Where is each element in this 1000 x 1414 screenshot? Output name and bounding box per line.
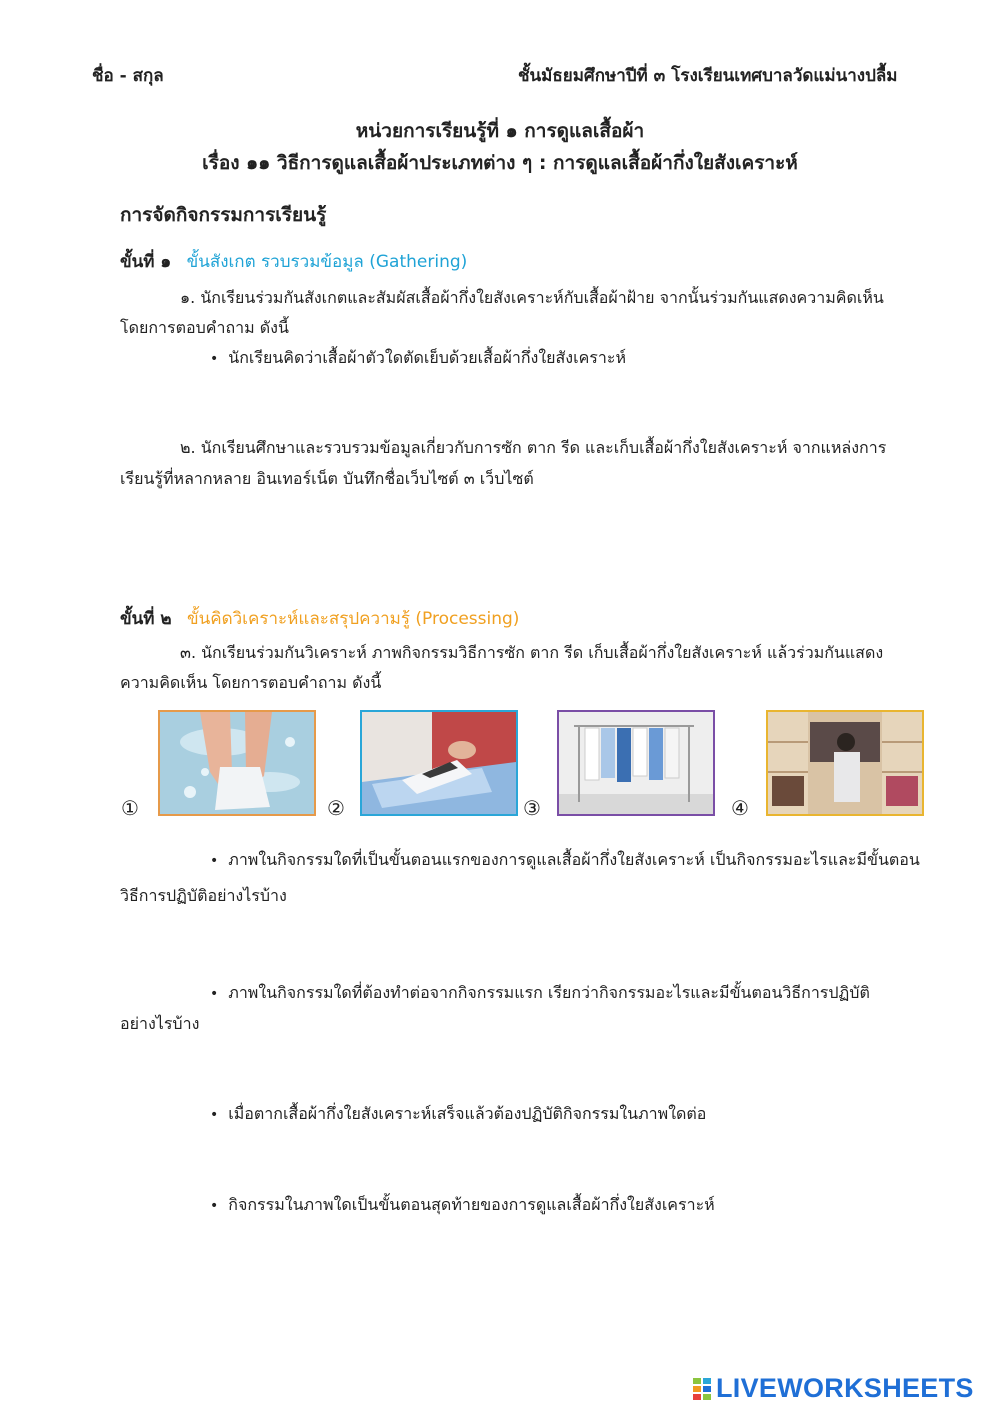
image-number-4: ④ <box>731 796 749 820</box>
logo-blocks-icon <box>692 1377 712 1401</box>
question2-line1: • ภาพในกิจกรรมใดที่ต้องทำต่อจากกิจกรรมแรก เรียกว่ากิจกรรมอะไรและมีขั้นตอนวิธีการปฏิบัติ <box>210 981 870 1006</box>
item3-line1: ๓. นักเรียนร่วมกันวิเคราะห์ ภาพกิจกรรมวิธีการซัก ตาก รีด เก็บเสื้อผ้ากึ่งใยสังเคราะห์ แล้วร่วมกันแสดง <box>180 643 884 662</box>
item1-bullet: • นักเรียนคิดว่าเสื้อผ้าตัวใดตัดเย็บด้วยเสื้อผ้ากึ่งใยสังเคราะห์ <box>210 346 626 371</box>
item1-line2: โดยการตอบคำถาม ดังนี้ <box>120 318 289 337</box>
unit-title: หน่วยการเรียนรู้ที่ ๑ การดูแลเสื้อผ้า <box>355 120 645 142</box>
question4: • กิจกรรมในภาพใดเป็นขั้นตอนสุดท้ายของการดูแลเสื้อผ้ากึ่งใยสังเคราะห์ <box>210 1193 715 1218</box>
step1-label: ขั้นที่ ๑ <box>120 252 172 272</box>
closet-photo <box>766 710 924 816</box>
item3-line2: ความคิดเห็น โดยการตอบคำถาม ดังนี้ <box>120 673 382 692</box>
question1-line1: • ภาพในกิจกรรมใดที่เป็นขั้นตอนแรกของการดูแลเสื้อผ้ากึ่งใยสังเคราะห์ เป็นกิจกรรมอะไรและมีขั้นตอน <box>210 848 920 873</box>
image-number-3: ③ <box>523 796 541 820</box>
liveworksheets-logo <box>692 1373 974 1404</box>
step1-heading <box>120 248 467 275</box>
logo-text: LIVEWORKSHEETS <box>716 1373 974 1403</box>
image-number-2: ② <box>327 796 345 820</box>
question3: • เมื่อตากเสื้อผ้ากึ่งใยสังเคราะห์เสร็จแล้วต้องปฏิบัติกิจกรรมในภาพใดต่อ <box>210 1102 706 1127</box>
item2-line2: เรียนรู้ที่หลากหลาย อินเทอร์เน็ต บันทึกชื่อเว็บไซต์ ๓ เว็บไซต์ <box>120 469 534 488</box>
section-heading: การจัดกิจกรรมการเรียนรู้ <box>120 204 327 226</box>
item2-line1: ๒. นักเรียนศึกษาและรวบรวมข้อมูลเกี่ยวกับการซัก ตาก รีด และเก็บเสื้อผ้ากึ่งใยสังเคราะห์ จากแหล่งการ <box>180 438 887 457</box>
image-number-1: ① <box>121 796 139 820</box>
step2-title: ขั้นคิดวิเคราะห์และสรุปความรู้ (Processing) <box>186 609 520 629</box>
step2-heading <box>120 605 519 632</box>
topic-title: เรื่อง ๑๑ วิธีการดูแลเสื้อผ้าประเภทต่าง ๆ : การดูแลเสื้อผ้ากึ่งใยสังเคราะห์ <box>202 152 798 174</box>
item1-line1: ๑. นักเรียนร่วมกันสังเกตและสัมผัสเสื้อผ้ากึ่งใยสังเคราะห์กับเสื้อผ้าฝ้าย จากนั้นร่วมกันแสดงความคิดเห็น <box>180 288 884 307</box>
name-label: ชื่อ - สกุล <box>92 66 164 86</box>
hanging-clothes-photo <box>557 710 715 816</box>
step1-title: ขั้นสังเกต รวบรวมข้อมูล (Gathering) <box>186 252 468 272</box>
class-school-label: ชั้นมัธยมศึกษาปีที่ ๓ โรงเรียนเทศบาลวัดแม่นางปลื้ม <box>518 66 898 86</box>
step2-label: ขั้นที่ ๒ <box>120 609 172 629</box>
question1-line2: วิธีการปฏิบัติอย่างไรบ้าง <box>120 886 287 905</box>
question2-line2: อย่างไรบ้าง <box>120 1014 200 1033</box>
ironing-photo <box>360 710 518 816</box>
washing-photo <box>158 710 316 816</box>
